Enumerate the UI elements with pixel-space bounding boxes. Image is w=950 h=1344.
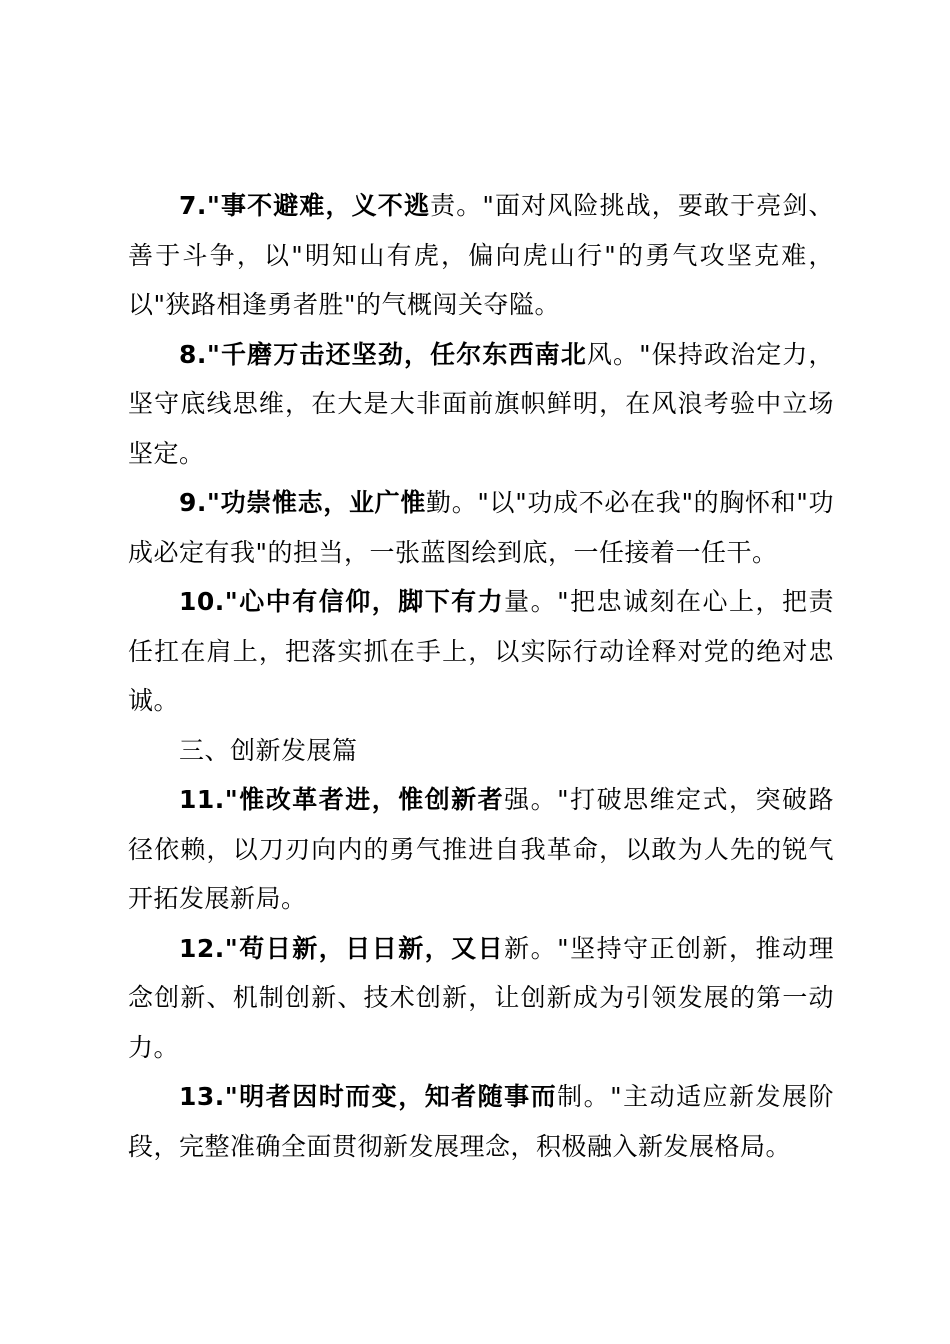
- paragraph-11: [128, 775, 834, 924]
- quote-lead: 10."心中有信仰，脚下有力: [179, 587, 505, 616]
- section-heading: 三、创新发展篇: [179, 735, 358, 765]
- paragraph-text: 责。"面对风险挑战，要敢于亮剑、善于斗争，以"明知山有虎，偏向虎山行"的勇气攻坚克难，以"狭路相逢勇者胜"的气概闯关夺隘。: [128, 191, 834, 319]
- paragraph-text: 勤。"以"功成不必在我"的胸怀和"功成必定有我"的担当，一张蓝图绘到底，一任接着一任干。: [128, 488, 835, 567]
- quote-lead: 8."千磨万击还坚劲，任尔东西南北: [179, 339, 587, 369]
- paragraph-12: [128, 924, 834, 1073]
- paragraph-8: [128, 330, 834, 479]
- paragraph-7: [128, 181, 834, 330]
- paragraph-13: [128, 1072, 834, 1171]
- quote-lead: 13."明者因时而变，知者随事而: [179, 1082, 558, 1111]
- paragraph-10: [128, 577, 834, 726]
- paragraph-text: 制。"主动适应新发展阶段，完整准确全面贯彻新发展理念，积极融入新发展格局。: [128, 1082, 834, 1161]
- quote-lead: 12."苟日新，日日新，又日: [179, 933, 505, 963]
- paragraph-text: 风。"保持政治定力，坚守底线思维，在大是大非面前旗帜鲜明，在风浪考验中立场坚定。: [128, 339, 834, 468]
- paragraph-text: 量。"把忠诚刻在心上，把责任扛在肩上，把落实抓在手上，以实际行动诠释对党的绝对忠诚。: [128, 587, 834, 715]
- quote-lead: 7."事不避难，义不逃: [179, 191, 431, 220]
- quote-lead: 11."惟改革者进，惟创新者: [179, 785, 505, 814]
- quote-lead: 9."功崇惟志，业广惟: [179, 488, 427, 517]
- paragraph-9: [128, 478, 834, 577]
- paragraph-text: 新。"坚持守正创新，推动理念创新、机制创新、技术创新，让创新成为引领发展的第一动力。: [128, 933, 834, 1062]
- paragraph-text: 强。"打破思维定式，突破路径依赖，以刀刃向内的勇气推进自我革命，以敢为人先的锐气开拓发展新局。: [128, 785, 834, 913]
- document-body: [128, 181, 834, 1171]
